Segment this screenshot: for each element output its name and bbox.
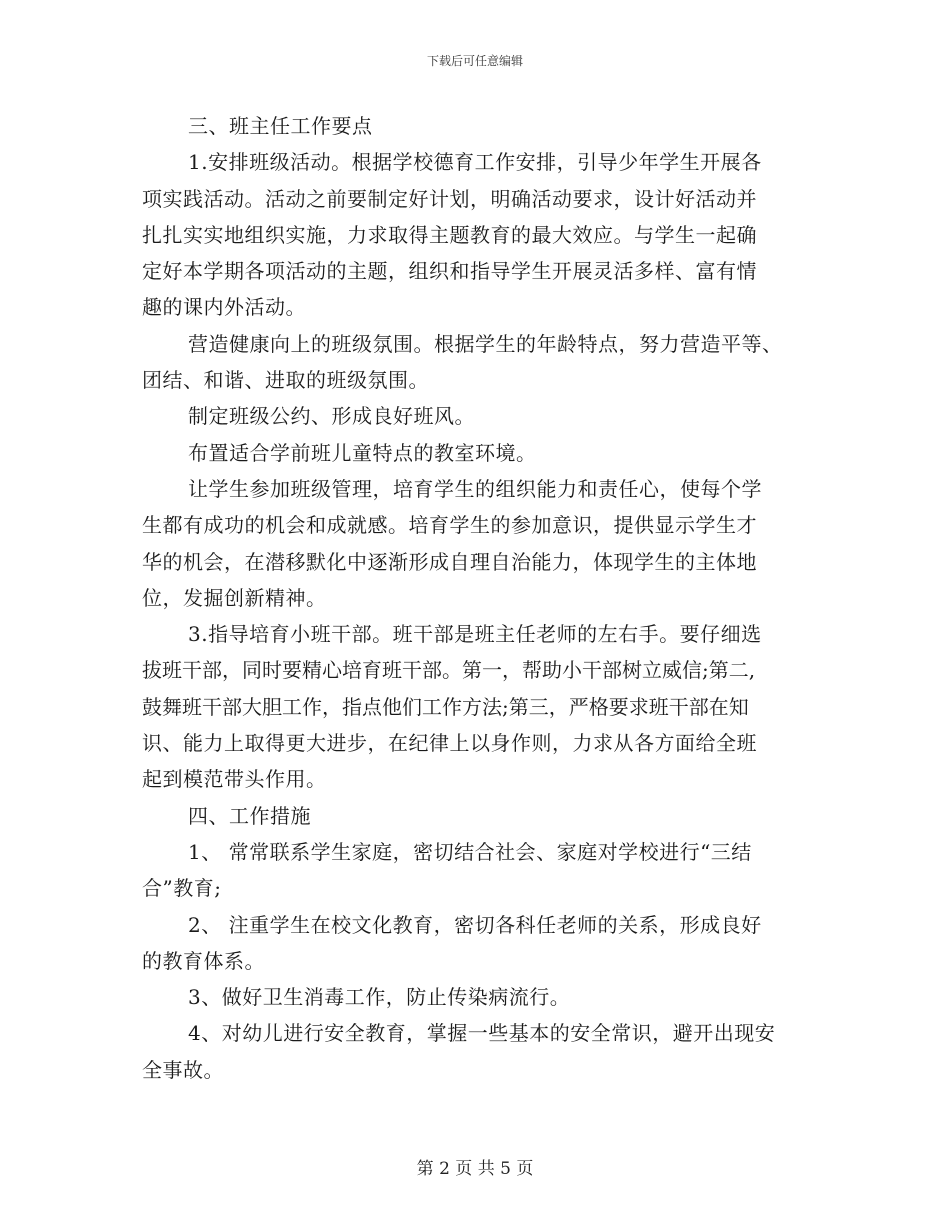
paragraph-line: 项实践活动。活动之前要制定好计划，明确活动要求，设计好活动并 [142,186,757,211]
paragraph-line: 鼓舞班干部大胆工作，指点他们工作方法;第三，严格要求班干部在知 [142,694,749,719]
paragraph-line: 的教育体系。 [142,948,265,973]
paragraph-line: 1、 常常联系学生家庭，密切结合社会、家庭对学校进行“三结 [188,839,752,864]
paragraph-line: 2、 注重学生在校文化教育，密切各科任老师的关系，形成良好 [188,912,762,937]
paragraph-line: 拔班干部，同时要精心培育班干部。第一，帮助小干部树立威信;第二, [142,658,756,683]
paragraph-line: 生都有成功的机会和成就感。培育学生的参加意识，提供显示学生才 [142,513,757,538]
section-heading: 四、工作措施 [188,803,311,828]
paragraph-line: 全事故。 [142,1057,224,1082]
paragraph-line: 扎扎实实地组织实施，力求取得主题教育的最大效应。与学生一起确 [142,222,757,247]
paragraph-line: 制定班级公约、形成良好班风。 [188,404,475,429]
paragraph-line: 识、能力上取得更大进步，在纪律上以身作则，力求从各方面给全班 [142,731,757,756]
paragraph-line: 定好本学期各项活动的主题，组织和指导学生开展灵活多样、富有情 [142,259,757,284]
paragraph-line: 起到模范带头作用。 [142,767,327,792]
paragraph-line: 营造健康向上的班级氛围。根据学生的年龄特点，努力营造平等、 [188,331,783,356]
paragraph-line: 布置适合学前班儿童特点的教室环境。 [188,440,537,465]
paragraph-line: 3.指导培育小班干部。班干部是班主任老师的左右手。要仔细选 [188,622,762,647]
section-heading: 三、班主任工作要点 [188,114,373,138]
paragraph-line: 让学生参加班级管理，培育学生的组织能力和责任心，使每个学 [188,476,762,501]
paragraph-line: 4、对幼儿进行安全教育，掌握一些基本的安全常识，避开出现安 [188,1021,776,1046]
paragraph-line: 位，发掘创新精神。 [142,585,327,610]
paragraph-line: 3、做好卫生消毒工作，防止传染病流行。 [188,985,571,1010]
document-body [142,108,810,1088]
page-header-note: 下载后可任意编辑 [426,54,523,68]
paragraph-line: 团结、和谐、进取的班级氛围。 [142,368,429,393]
page-number: 第 2 页 共 5 页 [416,1159,534,1179]
paragraph-line: 华的机会，在潜移默化中逐渐形成自理自治能力，体现学生的主体地 [142,549,757,574]
paragraph-line: 合”教育; [142,876,222,901]
paragraph-line: 1.安排班级活动。根据学校德育工作安排，引导少年学生开展各 [188,150,762,175]
paragraph-line: 趣的课内外活动。 [142,295,306,320]
